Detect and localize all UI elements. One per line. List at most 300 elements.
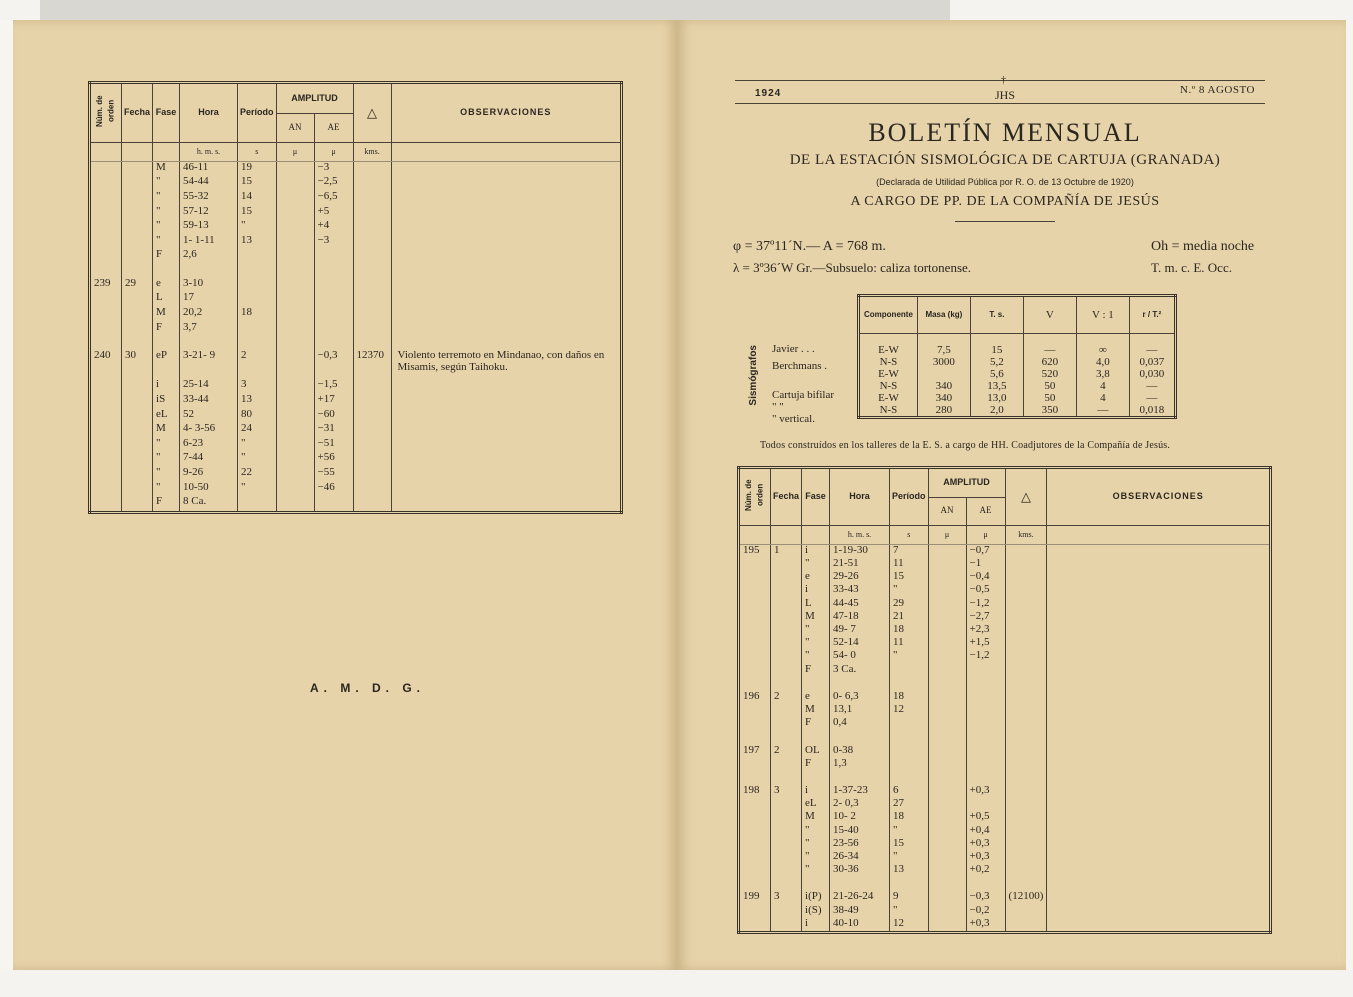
cell-obs — [1047, 558, 1271, 571]
cell-delta — [353, 482, 391, 497]
cell-obs — [1047, 825, 1271, 838]
cell-ae: −0,3 — [314, 350, 353, 379]
cell-delta — [353, 235, 391, 250]
cell-ae: −1,5 — [314, 379, 353, 394]
cell-fecha — [122, 438, 153, 453]
cell-fecha: 3 — [771, 891, 802, 904]
cell-periodo: 18 — [238, 307, 277, 322]
cell-fecha — [771, 731, 802, 745]
cell-num — [90, 452, 122, 467]
cell-num — [739, 704, 771, 717]
cell-periodo: 7 — [890, 544, 929, 558]
cell-ae: +0,5 — [966, 811, 1005, 824]
cell-fecha — [122, 409, 153, 424]
cell-ae: +0,3 — [966, 785, 1005, 798]
cell-fase — [802, 731, 830, 745]
cell-an — [276, 336, 314, 350]
cell-delta — [1005, 544, 1047, 558]
cell-fase: i — [802, 785, 830, 798]
bulletin-title: BOLETÍN MENSUAL — [868, 118, 1142, 147]
cell-an — [276, 438, 314, 453]
cell-an — [276, 206, 314, 221]
cell-ae: −6,5 — [314, 191, 353, 206]
cell-an — [276, 452, 314, 467]
cell-ae: +17 — [314, 394, 353, 409]
cell-ae — [314, 249, 353, 264]
cell-fecha — [122, 336, 153, 350]
unit-delta: kms. — [353, 142, 391, 161]
instrument-row — [859, 392, 1176, 404]
cell-ae: −55 — [314, 467, 353, 482]
cell-hora — [180, 336, 238, 350]
cell-ae — [314, 496, 353, 511]
table-row — [739, 717, 1271, 730]
cell-delta — [1005, 825, 1047, 838]
cell-fecha — [122, 467, 153, 482]
instrument-name: Berchmans . — [772, 360, 827, 372]
table-gap-row — [739, 731, 1271, 745]
cell-num — [90, 438, 122, 453]
cell-fase: " — [802, 624, 830, 637]
cell-hora: 2- 0,3 — [830, 798, 890, 811]
cell-obs — [1047, 811, 1271, 824]
cell-an — [276, 292, 314, 307]
cell-fecha — [771, 918, 802, 931]
cell-delta — [353, 292, 391, 307]
cell-hora: 10-50 — [180, 482, 238, 497]
cell-obs — [1047, 598, 1271, 611]
inst-col-t: T. s. — [970, 296, 1023, 334]
col-ae-header: AE — [314, 113, 353, 142]
cell-hora: 17 — [180, 292, 238, 307]
cell-delta — [1005, 731, 1047, 745]
cell-num — [739, 798, 771, 811]
cell-hora: 6-23 — [180, 438, 238, 453]
cell-fase: M — [153, 307, 180, 322]
cell-an — [928, 785, 966, 798]
cell-periodo — [890, 771, 929, 785]
table-row — [739, 864, 1271, 877]
cell-hora — [830, 771, 890, 785]
cell-obs — [1047, 877, 1271, 891]
cell-obs — [1047, 798, 1271, 811]
cell-fecha — [771, 717, 802, 730]
cell-an — [276, 379, 314, 394]
inst-cell-v1: 3,8 — [1076, 368, 1129, 380]
cell-periodo: 3 — [238, 379, 277, 394]
cell-hora: 13,1 — [830, 704, 890, 717]
cell-hora: 2,6 — [180, 249, 238, 264]
cell-fase: " — [802, 838, 830, 851]
cell-obs — [1047, 611, 1271, 624]
cell-fase: M — [153, 161, 180, 176]
cell-an — [928, 851, 966, 864]
inst-cell-masa: 340 — [917, 392, 970, 404]
cell-fecha: 3 — [771, 785, 802, 798]
table-row — [90, 278, 622, 293]
table-row — [739, 611, 1271, 624]
cell-hora: 54- 0 — [830, 650, 890, 663]
cell-ae: −51 — [314, 438, 353, 453]
cell-num — [90, 235, 122, 250]
cell-delta — [1005, 664, 1047, 677]
cell-fase: OL — [802, 745, 830, 758]
cell-num — [90, 409, 122, 424]
cell-hora: 1- 1-11 — [180, 235, 238, 250]
cell-num — [739, 584, 771, 597]
cell-hora: 8 Ca. — [180, 496, 238, 511]
cell-fecha — [122, 379, 153, 394]
cell-ae: +0,2 — [966, 864, 1005, 877]
cell-fecha: 2 — [771, 745, 802, 758]
cell-ae — [314, 278, 353, 293]
cell-delta — [1005, 624, 1047, 637]
cell-num — [739, 771, 771, 785]
cell-obs — [391, 278, 621, 293]
col-amplitud-header: AMPLITUD — [276, 83, 353, 114]
cell-fecha — [122, 394, 153, 409]
cell-num — [90, 249, 122, 264]
table-gap-row — [90, 336, 622, 350]
instrument-row — [859, 404, 1176, 418]
cell-an — [276, 176, 314, 191]
cell-delta — [1005, 650, 1047, 663]
cell-hora: 29-26 — [830, 571, 890, 584]
instruments-table — [857, 294, 1177, 419]
cell-num — [739, 624, 771, 637]
instrument-name: " vertical. — [772, 413, 815, 425]
cell-an — [928, 584, 966, 597]
cell-fecha — [771, 798, 802, 811]
cell-periodo: 9 — [890, 891, 929, 904]
cell-ae — [314, 307, 353, 322]
title-rule — [955, 221, 1055, 222]
cell-an — [928, 664, 966, 677]
cell-an — [276, 467, 314, 482]
table-row — [90, 249, 622, 264]
cell-fecha — [122, 496, 153, 511]
cell-hora: 23-56 — [830, 838, 890, 851]
cell-obs — [1047, 624, 1271, 637]
cell-num — [739, 838, 771, 851]
cell-obs — [391, 220, 621, 235]
cell-fase: i(P) — [802, 891, 830, 904]
cell-an — [928, 811, 966, 824]
cell-an — [276, 235, 314, 250]
inst-cell-v: 50 — [1023, 392, 1076, 404]
cell-delta — [353, 394, 391, 409]
col-hora-header: Hora — [830, 468, 890, 526]
col-periodo-header: Período — [890, 468, 929, 526]
cell-obs — [391, 249, 621, 264]
cell-num — [90, 467, 122, 482]
table-row — [739, 584, 1271, 597]
cell-fecha — [122, 482, 153, 497]
table-row — [739, 798, 1271, 811]
cell-obs — [1047, 785, 1271, 798]
table-gap-row — [739, 771, 1271, 785]
table-row — [739, 691, 1271, 704]
table-row — [90, 409, 622, 424]
table-row — [90, 206, 622, 221]
table-row — [90, 191, 622, 206]
cell-fase: " — [153, 452, 180, 467]
cell-fase: F — [153, 322, 180, 337]
cell-fase: i — [802, 918, 830, 931]
cell-fecha — [122, 206, 153, 221]
inst-cell-r: — — [1129, 380, 1175, 392]
cell-delta — [1005, 558, 1047, 571]
cell-fase: " — [802, 558, 830, 571]
cell-fase: F — [153, 496, 180, 511]
cell-an — [276, 409, 314, 424]
inst-cell-masa: 3000 — [917, 356, 970, 368]
cell-ae — [314, 336, 353, 350]
inst-cell-t: 2,0 — [970, 404, 1023, 418]
instrument-name: " " — [772, 401, 784, 413]
cell-delta — [1005, 851, 1047, 864]
cell-num — [739, 677, 771, 691]
cell-fase: e — [802, 571, 830, 584]
cell-obs — [1047, 717, 1271, 730]
cell-num — [90, 307, 122, 322]
inst-cell-t: 15 — [970, 334, 1023, 357]
cell-periodo — [890, 758, 929, 771]
cell-hora: 59-13 — [180, 220, 238, 235]
cell-fecha — [771, 811, 802, 824]
cell-fecha — [771, 838, 802, 851]
col-fase-header: Fase — [153, 83, 180, 143]
cell-delta — [1005, 758, 1047, 771]
right-table-body — [739, 544, 1271, 933]
table-row — [90, 423, 622, 438]
cell-an — [276, 220, 314, 235]
cell-an — [928, 771, 966, 785]
cell-fecha: 1 — [771, 544, 802, 558]
col-fecha-header: Fecha — [771, 468, 802, 526]
table-row — [739, 918, 1271, 931]
cell-obs — [391, 161, 621, 176]
table-row — [739, 838, 1271, 851]
cell-fecha — [771, 558, 802, 571]
cell-fase: " — [153, 206, 180, 221]
declared-line: (Declarada de Utilidad Pública por R. O. de 13 Octubre de 1920) — [876, 177, 1134, 187]
cell-an — [928, 905, 966, 918]
inst-cell-masa: 340 — [917, 380, 970, 392]
cell-delta — [353, 191, 391, 206]
cell-obs — [1047, 838, 1271, 851]
unit-periodo: s — [238, 142, 277, 161]
cell-delta — [353, 249, 391, 264]
table-row — [90, 161, 622, 176]
cell-num — [90, 336, 122, 350]
cell-periodo: 19 — [238, 161, 277, 176]
cell-hora: 21-26-24 — [830, 891, 890, 904]
inst-cell-comp: N-S — [859, 356, 918, 368]
cell-num — [739, 825, 771, 838]
inst-cell-comp: E-W — [859, 392, 918, 404]
cell-hora: 1-19-30 — [830, 544, 890, 558]
cell-num — [739, 758, 771, 771]
cell-delta — [353, 423, 391, 438]
cell-delta — [1005, 877, 1047, 891]
table-row — [90, 235, 622, 250]
cell-an — [928, 891, 966, 904]
cell-periodo: " — [238, 438, 277, 453]
cell-delta — [1005, 798, 1047, 811]
cell-hora: 3 Ca. — [830, 664, 890, 677]
cell-hora — [180, 264, 238, 278]
cell-obs — [1047, 905, 1271, 918]
cell-fecha — [771, 584, 802, 597]
time-note-line-1: Oh = media noche — [1151, 239, 1255, 254]
cell-an — [928, 571, 966, 584]
cell-periodo: 29 — [890, 598, 929, 611]
cell-an — [928, 918, 966, 931]
cell-num — [739, 664, 771, 677]
cell-delta — [1005, 677, 1047, 691]
cell-periodo: 80 — [238, 409, 277, 424]
cell-fase: i(S) — [802, 905, 830, 918]
cell-num: 196 — [739, 691, 771, 704]
coordinates-line-2: λ = 3º36´W Gr.—Subsuelo: caliza tortonense. — [733, 260, 972, 275]
cell-fase: " — [153, 176, 180, 191]
cell-periodo — [238, 292, 277, 307]
cell-periodo: 15 — [890, 838, 929, 851]
scan-background-bottom — [0, 970, 1353, 997]
cell-an — [928, 758, 966, 771]
cell-fecha — [771, 624, 802, 637]
cell-hora: 54-44 — [180, 176, 238, 191]
inst-cell-r: — — [1129, 334, 1175, 357]
table-row — [739, 745, 1271, 758]
cell-ae — [966, 771, 1005, 785]
cell-hora — [830, 877, 890, 891]
table-row — [90, 176, 622, 191]
cell-fase: " — [802, 864, 830, 877]
cell-delta — [353, 307, 391, 322]
cell-periodo: " — [890, 905, 929, 918]
instrument-names — [772, 343, 834, 425]
cell-obs — [391, 322, 621, 337]
cell-delta — [1005, 785, 1047, 798]
cell-obs — [1047, 544, 1271, 558]
table-row — [90, 322, 622, 337]
cell-hora: 52-14 — [830, 637, 890, 650]
cell-fase: " — [153, 467, 180, 482]
cell-obs — [391, 452, 621, 467]
cell-an — [928, 745, 966, 758]
cell-obs — [1047, 677, 1271, 691]
cell-obs — [391, 206, 621, 221]
cell-an — [276, 482, 314, 497]
col-delta-header: △ — [1005, 468, 1047, 526]
cell-ae — [966, 758, 1005, 771]
cell-periodo: 11 — [890, 637, 929, 650]
instrument-name — [772, 377, 834, 389]
cell-hora: 26-34 — [830, 851, 890, 864]
cell-fecha: 2 — [771, 691, 802, 704]
table-row — [90, 350, 622, 379]
inst-cell-r: 0,030 — [1129, 368, 1175, 380]
cell-delta — [353, 161, 391, 176]
station-subtitle: DE LA ESTACIÓN SISMOLÓGICA DE CARTUJA (GRANADA) — [789, 152, 1221, 168]
cell-periodo: " — [890, 650, 929, 663]
cell-periodo — [890, 877, 929, 891]
instruments-table-body — [859, 334, 1176, 418]
cell-an — [276, 350, 314, 379]
cell-periodo: 13 — [890, 864, 929, 877]
cell-fecha — [771, 598, 802, 611]
cell-an — [276, 322, 314, 337]
construction-note: Todos construídos en los talleres de la E. S. a cargo de HH. Coadjutores de la Compañía de Jesús. — [760, 440, 1171, 451]
table-row — [739, 825, 1271, 838]
cell-fecha — [771, 771, 802, 785]
cell-an — [276, 264, 314, 278]
cell-fase: e — [153, 278, 180, 293]
cell-hora: 33-43 — [830, 584, 890, 597]
cell-num — [90, 220, 122, 235]
table-row — [90, 307, 622, 322]
cell-periodo: 14 — [238, 191, 277, 206]
cell-hora: 38-49 — [830, 905, 890, 918]
cell-an — [928, 691, 966, 704]
cell-periodo: " — [890, 584, 929, 597]
cell-obs — [391, 336, 621, 350]
inst-cell-v1: 4 — [1076, 380, 1129, 392]
cell-hora: 3-10 — [180, 278, 238, 293]
cell-num — [90, 206, 122, 221]
cell-num — [90, 176, 122, 191]
table-gap-row — [739, 877, 1271, 891]
cell-delta — [1005, 704, 1047, 717]
inst-cell-masa — [917, 368, 970, 380]
inst-cell-comp: N-S — [859, 380, 918, 392]
cell-fase: eP — [153, 350, 180, 379]
table-filler-row — [739, 931, 1271, 933]
cell-periodo: 18 — [890, 624, 929, 637]
cell-fase: eL — [153, 409, 180, 424]
cell-delta — [353, 467, 391, 482]
cell-delta — [353, 409, 391, 424]
unit-ae: μ — [966, 525, 1005, 544]
cell-num — [739, 918, 771, 931]
cell-fase: " — [802, 851, 830, 864]
torn-paper-edge — [40, 0, 950, 22]
cell-periodo — [238, 249, 277, 264]
table-row — [739, 811, 1271, 824]
col-delta-header: △ — [353, 83, 391, 143]
inst-cell-v1: — — [1076, 404, 1129, 418]
cell-fase: F — [802, 664, 830, 677]
cell-ae: +0,3 — [966, 918, 1005, 931]
cell-delta — [1005, 918, 1047, 931]
cell-hora: 40-10 — [830, 918, 890, 931]
cell-periodo: 11 — [890, 558, 929, 571]
table-row — [90, 394, 622, 409]
cell-ae — [966, 745, 1005, 758]
col-obs-header: OBSERVACIONES — [1047, 468, 1271, 526]
cell-ae: −0,2 — [966, 905, 1005, 918]
inst-cell-v1: 4,0 — [1076, 356, 1129, 368]
cell-fecha — [771, 877, 802, 891]
cell-fecha — [771, 864, 802, 877]
cell-hora: 3-21- 9 — [180, 350, 238, 379]
cell-hora: 33-44 — [180, 394, 238, 409]
cell-ae — [966, 691, 1005, 704]
cell-periodo — [890, 717, 929, 730]
inst-col-v1: V : 1 — [1076, 296, 1129, 334]
